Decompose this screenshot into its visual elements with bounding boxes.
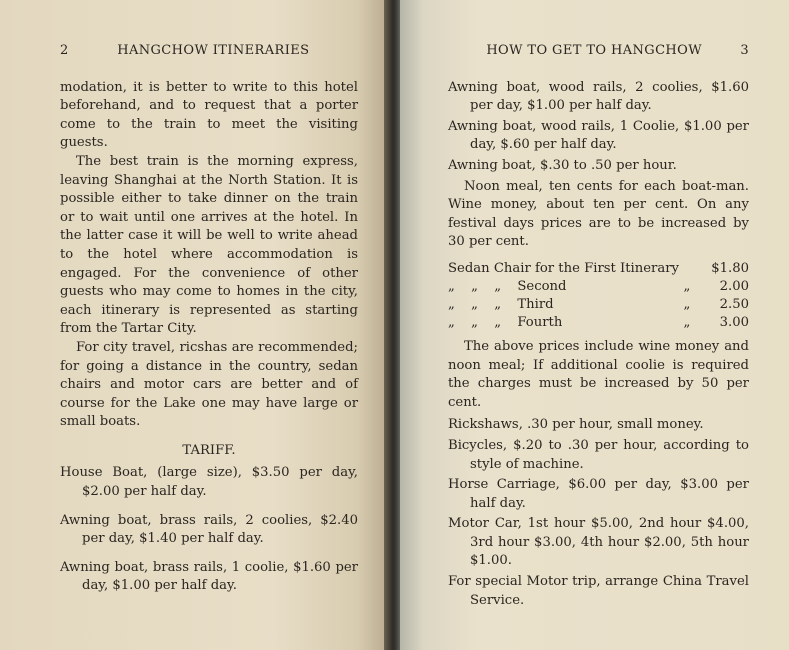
ditto-mark: „	[683, 296, 691, 312]
left-page	[0, 0, 388, 650]
page-number: 3	[740, 43, 749, 58]
tariff-item: Rickshaws, .30 per hour, small money.	[448, 417, 704, 433]
paragraph: The best train is the morning express, leaving Shanghai at the North Station. It is possible either to take dinner on the train or to wait until one arrives at the hotel. In the latter case it will be well to write ahead to the hotel where accommodation is engaged. For the convenience of other guests who may come to homes in the city, each itinerary is represented as starting from the Tartar City.	[60, 153, 358, 337]
ditto-mark: „	[683, 314, 691, 330]
table-row	[448, 260, 749, 278]
sedan-ordinal: Third	[517, 296, 554, 312]
tariff-item: Awning boat, brass rails, 2 coolies, $2.40 per day, $1.40 per half day.	[60, 512, 358, 547]
sedan-ordinal: Second	[517, 278, 567, 294]
right-page-header	[448, 42, 749, 61]
sedan-ordinal: Fourth	[517, 314, 563, 330]
tariff-heading: TARIFF.	[182, 442, 236, 458]
ditto-mark: „	[494, 296, 502, 312]
right-page	[400, 0, 789, 650]
tariff-item: Awning boat, $.30 to .50 per hour.	[448, 157, 677, 173]
ditto-mark: „	[448, 278, 455, 294]
sedan-price: 2.00	[719, 278, 749, 294]
tariff-item: Horse Carriage, $6.00 per day, $3.00 per half day.	[448, 477, 749, 511]
sedan-price: 2.50	[719, 296, 749, 312]
table-row	[448, 314, 749, 332]
tariff-item: Awning boat, brass rails, 1 coolie, $1.60 per day, $1.00 per half day.	[60, 559, 358, 594]
ditto-mark: „	[471, 314, 478, 330]
sedan-chair-table	[448, 260, 749, 332]
running-head: HANGCHOW ITINERARIES	[117, 43, 310, 58]
ditto-mark: „	[471, 278, 478, 294]
sedan-label: Sedan Chair for the First Itinerary	[448, 260, 679, 276]
tariff-item: Bicycles, $.20 to .30 per hour, according to style of machine.	[448, 437, 749, 472]
sedan-price: 3.00	[719, 314, 749, 330]
tariff-item: Motor Car, 1st hour $5.00, 2nd hour $4.00, 3rd hour $3.00, 4th hour $2.00, 5th hour $1.00.	[448, 516, 749, 569]
table-row	[448, 278, 749, 296]
tariff-item: Awning boat, wood rails, 1 Coolie, $1.00 per day, $.60 per half day.	[448, 118, 749, 153]
paragraph: Noon meal, ten cents for each boat-man. Wine money, about ten per cent. On any festival days prices are to be increased by 30 per cent.	[448, 178, 749, 250]
running-head: HOW TO GET TO HANGCHOW	[486, 43, 702, 58]
paragraph: modation, it is better to write to this hotel beforehand, and to request that a porter come to the train to meet the visiting guests.	[60, 79, 358, 151]
ditto-mark: „	[448, 314, 455, 330]
tariff-item: House Boat, (large size), $3.50 per day, $2.00 per half day.	[60, 465, 358, 500]
ditto-mark: „	[494, 278, 502, 294]
ditto-mark: „	[471, 296, 478, 312]
paragraph: The above prices include wine money and noon meal; If additional coolie is required the charges must be increased by 50 per cent.	[448, 338, 749, 410]
tariff-item: Awning boat, wood rails, 2 coolies, $1.60 per day, $1.00 per half day.	[448, 79, 749, 114]
left-page-header	[60, 42, 358, 61]
ditto-mark: „	[683, 278, 691, 294]
page-number: 2	[60, 43, 69, 58]
table-row	[448, 296, 749, 314]
sedan-price: $1.80	[711, 260, 749, 276]
paragraph: For city travel, ricshas are recommended; for going a distance in the country, sedan chairs and motor cars are better and of course for the Lake one may have large or small boats.	[60, 339, 358, 430]
ditto-mark: „	[494, 314, 502, 330]
ditto-mark: „	[448, 296, 455, 312]
tariff-item: For special Motor trip, arrange China Travel Service.	[448, 574, 749, 608]
